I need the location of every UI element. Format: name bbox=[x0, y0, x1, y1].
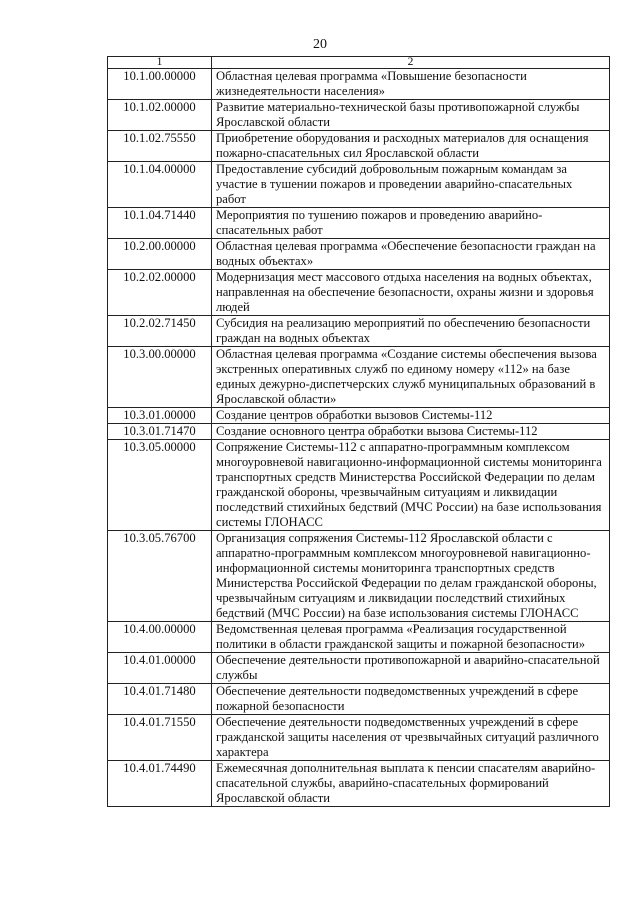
table-row bbox=[108, 531, 610, 622]
row-name: Областная целевая программа «Обеспечение безопасности граждан на водных объектах» bbox=[212, 239, 610, 270]
row-name: Обеспечение деятельности противопожарной и аварийно-спасательной службы bbox=[212, 653, 610, 684]
row-name: Обеспечение деятельности подведомственных учреждений в сфере пожарной безопасности bbox=[212, 684, 610, 715]
row-code: 10.3.00.00000 bbox=[108, 347, 212, 408]
row-code: 10.4.01.71480 bbox=[108, 684, 212, 715]
table-row bbox=[108, 424, 610, 440]
row-name: Создание центров обработки вызовов Системы-112 bbox=[212, 408, 610, 424]
table-row bbox=[108, 440, 610, 531]
row-name: Областная целевая программа «Повышение безопасности жизнедеятельности населения» bbox=[212, 69, 610, 100]
row-code: 10.2.02.71450 bbox=[108, 316, 212, 347]
table-row bbox=[108, 162, 610, 208]
page-number: 20 bbox=[313, 37, 327, 52]
table-row bbox=[108, 408, 610, 424]
row-name: Сопряжение Системы-112 с аппаратно-программным комплексом многоуровневой навигационно-информационной системы мониторинга транспортных средств Министерства Российской Федерации по делам гражданской обороны, чрезвычайным ситуациям и ликвидации последствий стихийных бедствий (МЧС России) на базе использования системы ГЛОНАСС bbox=[212, 440, 610, 531]
row-code: 10.3.05.00000 bbox=[108, 440, 212, 531]
table-row bbox=[108, 715, 610, 761]
row-code: 10.4.01.00000 bbox=[108, 653, 212, 684]
row-name: Модернизация мест массового отдыха населения на водных объектах, направленная на обеспечение безопасности, охраны жизни и здоровья людей bbox=[212, 270, 610, 316]
row-name: Предоставление субсидий добровольным пожарным командам за участие в тушении пожаров и проведении аварийно-спасательных работ bbox=[212, 162, 610, 208]
row-code: 10.4.01.71550 bbox=[108, 715, 212, 761]
row-name: Приобретение оборудования и расходных материалов для оснащения пожарно-спасательных сил Ярославской области bbox=[212, 131, 610, 162]
row-name: Областная целевая программа «Создание системы обеспечения вызова экстренных оперативных служб по единому номеру «112» на базе единых дежурно-диспетчерских служб муниципальных образований в Ярославской области» bbox=[212, 347, 610, 408]
table-row bbox=[108, 622, 610, 653]
row-code: 10.1.02.00000 bbox=[108, 100, 212, 131]
table-row bbox=[108, 653, 610, 684]
table-row bbox=[108, 270, 610, 316]
row-name: Организация сопряжения Системы-112 Ярославской области с аппаратно-программным комплексом многоуровневой навигационно-информационной системы мониторинга транспортных средств Министерства Российской Федерации по делам гражданской обороны, чрезвычайным ситуациям и ликвидации последствий стихийных бедствий (МЧС России) на базе использования системы ГЛОНАСС bbox=[212, 531, 610, 622]
row-name: Обеспечение деятельности подведомственных учреждений в сфере гражданской защиты населения от чрезвычайных ситуаций различного характера bbox=[212, 715, 610, 761]
row-name: Субсидия на реализацию мероприятий по обеспечению безопасности граждан на водных объектах bbox=[212, 316, 610, 347]
row-code: 10.1.02.75550 bbox=[108, 131, 212, 162]
row-code: 10.3.01.00000 bbox=[108, 408, 212, 424]
table-row bbox=[108, 208, 610, 239]
table-row bbox=[108, 69, 610, 100]
row-code: 10.2.02.00000 bbox=[108, 270, 212, 316]
table-row bbox=[108, 316, 610, 347]
row-name: Развитие материально-технической базы противопожарной службы Ярославской области bbox=[212, 100, 610, 131]
budget-classification-table bbox=[107, 56, 610, 807]
column-header-1: 1 bbox=[108, 57, 212, 69]
table-row bbox=[108, 761, 610, 807]
row-code: 10.3.05.76700 bbox=[108, 531, 212, 622]
column-header-2: 2 bbox=[212, 57, 610, 69]
row-code: 10.4.01.74490 bbox=[108, 761, 212, 807]
row-code: 10.1.04.71440 bbox=[108, 208, 212, 239]
table-row bbox=[108, 100, 610, 131]
row-code: 10.2.00.00000 bbox=[108, 239, 212, 270]
table-row bbox=[108, 131, 610, 162]
row-name: Ведомственная целевая программа «Реализация государственной политики в области гражданской защиты и пожарной безопасности» bbox=[212, 622, 610, 653]
table-header-row bbox=[108, 57, 610, 69]
row-code: 10.1.00.00000 bbox=[108, 69, 212, 100]
row-code: 10.3.01.71470 bbox=[108, 424, 212, 440]
row-name: Ежемесячная дополнительная выплата к пенсии спасателям аварийно-спасательной службы, аварийно-спасательных формирований Ярославской области bbox=[212, 761, 610, 807]
row-code: 10.1.04.00000 bbox=[108, 162, 212, 208]
table-row bbox=[108, 347, 610, 408]
row-name: Создание основного центра обработки вызова Системы-112 bbox=[212, 424, 610, 440]
table-row bbox=[108, 684, 610, 715]
row-code: 10.4.00.00000 bbox=[108, 622, 212, 653]
table-row bbox=[108, 239, 610, 270]
row-name: Мероприятия по тушению пожаров и проведению аварийно-спасательных работ bbox=[212, 208, 610, 239]
